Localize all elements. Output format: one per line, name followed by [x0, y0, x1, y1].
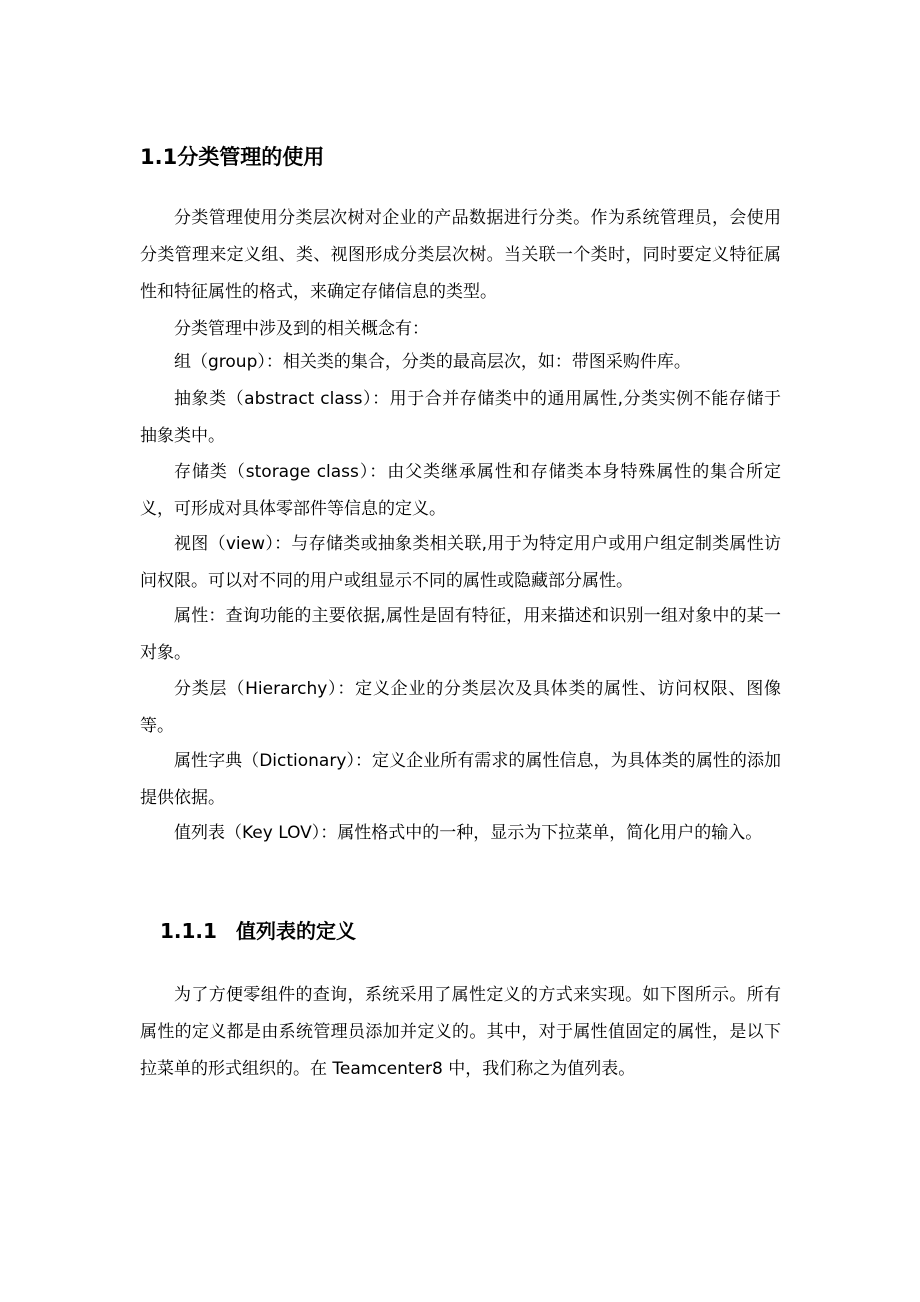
paragraph-dictionary: 属性字典（Dictionary）：定义企业所有需求的属性信息，为具体类的属性的添加提供依据。	[140, 751, 781, 808]
paragraph-lov-definition: 为了方便零组件的查询，系统采用了属性定义的方式来实现。如下图所示。所有属性的定义都是由系统管理员添加并定义的。其中，对于属性值固定的属性，是以下拉菜单的形式组织的。在 Teamcenter8 中，我们称之为值列表。	[140, 985, 781, 1079]
subsection-title: 值列表的定义	[236, 919, 356, 943]
paragraph-concepts-lead: 分类管理中涉及到的相关概念有：	[174, 319, 429, 339]
paragraph-view: 视图（view）：与存储类或抽象类相关联,用于为特定用户或用户组定制类属性访问权限。可以对不同的用户或组显示不同的属性或隐藏部分属性。	[140, 534, 781, 591]
paragraph-hierarchy: 分类层（Hierarchy）：定义企业的分类层次及具体类的属性、访问权限、图像等。	[140, 679, 781, 736]
subsection-heading	[160, 914, 356, 948]
paragraph-storage-class: 存储类（storage class）：由父类继承属性和存储类本身特殊属性的集合所定义，可形成对具体零部件等信息的定义。	[140, 462, 781, 519]
paragraph-abstract-class: 抽象类（abstract class）：用于合并存储类中的通用属性,分类实例不能存储于抽象类中。	[140, 389, 781, 446]
paragraph-intro: 分类管理使用分类层次树对企业的产品数据进行分类。作为系统管理员，会使用分类管理来定义组、类、视图形成分类层次树。当关联一个类时，同时要定义特征属性和特征属性的格式，来确定存储信息的类型。	[140, 208, 781, 302]
paragraph-group: 组（group）：相关类的集合，分类的最高层次，如：带图采购件库。	[174, 352, 691, 372]
subsection-number: 1.1.1	[160, 919, 217, 943]
paragraph-key-lov: 值列表（Key LOV）：属性格式中的一种，显示为下拉菜单，简化用户的输入。	[174, 823, 763, 843]
section-heading: 1.1分类管理的使用	[140, 145, 325, 169]
paragraph-attribute: 属性：查询功能的主要依据,属性是固有特征，用来描述和识别一组对象中的某一对象。	[140, 606, 781, 663]
